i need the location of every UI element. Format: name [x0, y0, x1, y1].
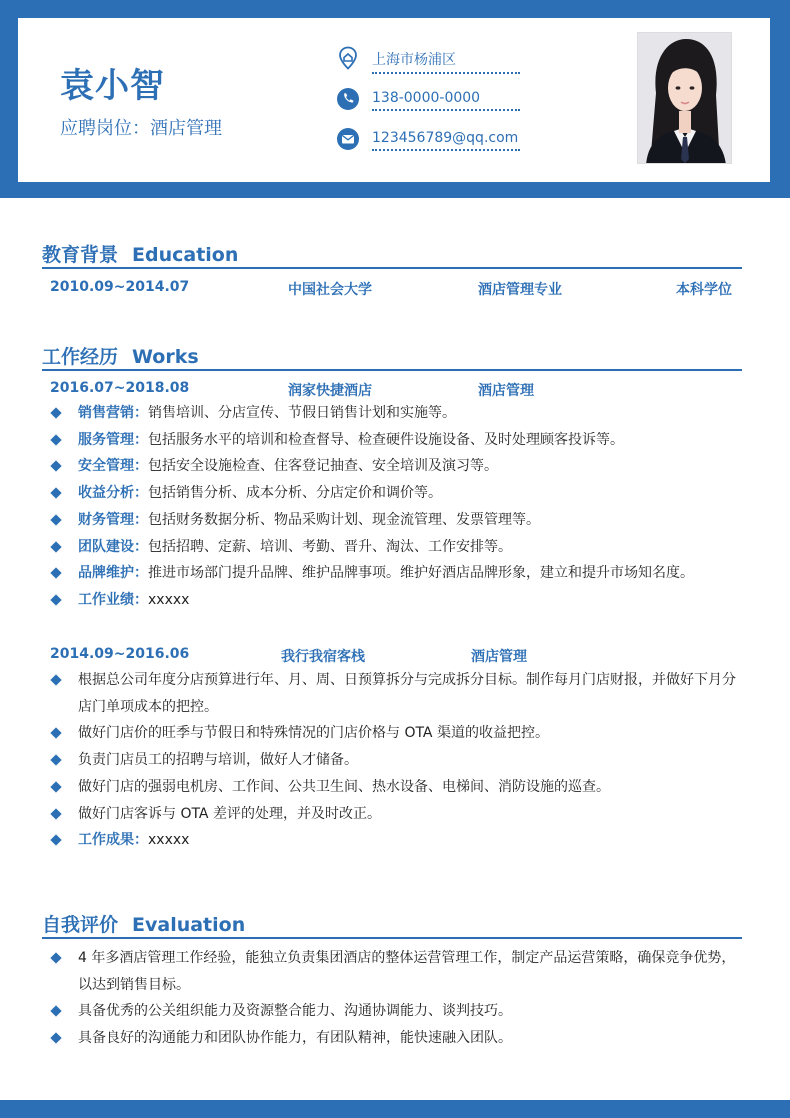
list-item: 服务管理：包括服务水平的培训和检查督导、检查硬件设施设备、及时处理顾客投诉等。 [50, 427, 740, 454]
list-item: 工作业绩：xxxxx [50, 587, 740, 614]
list-item: 团队建设：包括招聘、定薪、培训、考勤、晋升、淘汰、工作安排等。 [50, 534, 740, 561]
education-title-cn: 教育背景 [42, 244, 119, 266]
evaluation-divider [42, 937, 742, 939]
education-divider [42, 267, 742, 269]
diamond-bullet-icon [50, 728, 61, 739]
diamond-bullet-icon [50, 952, 61, 963]
list-item: 做好门店客诉与 OTA 差评的处理，并及时改正。 [50, 801, 740, 828]
list-item: 财务管理：包括财务数据分析、物品采购计划、现金流管理、发票管理等。 [50, 507, 740, 534]
diamond-bullet-icon [50, 1032, 61, 1043]
location-pin-icon [336, 46, 360, 70]
works-title-en: Works [132, 346, 199, 368]
education-period: 2010.09~2014.07 [50, 279, 190, 295]
education-major: 酒店管理专业 [478, 282, 562, 298]
works-divider [42, 369, 742, 371]
job2-duties [50, 667, 740, 854]
email-text: 123456789@qq.com [372, 130, 520, 151]
evaluation-list [50, 945, 740, 1052]
diamond-bullet-icon [50, 434, 61, 445]
list-item: 4 年多酒店管理工作经验，能独立负责集团酒店的整体运营管理工作，制定产品运营策略，确保竞争优势，以达到销售目标。 [50, 945, 740, 998]
works-title-cn: 工作经历 [42, 346, 119, 368]
email-icon [336, 127, 360, 151]
contact-phone [336, 87, 546, 113]
list-item: 做好门店价的旺季与节假日和特殊情况的门店价格与 OTA 渠道的收益把控。 [50, 720, 740, 747]
diamond-bullet-icon [50, 514, 61, 525]
phone-icon [336, 87, 360, 111]
diamond-bullet-icon [50, 674, 61, 685]
education-title-en: Education [132, 244, 239, 266]
job1-duties [50, 400, 740, 614]
list-item: 具备优秀的公关组织能力及资源整合能力、沟通协调能力、谈判技巧。 [50, 998, 740, 1025]
footer-band [0, 1100, 790, 1118]
job2-company: 我行我宿客栈 [281, 649, 365, 665]
address-text: 上海市杨浦区 [372, 49, 520, 74]
diamond-bullet-icon [50, 594, 61, 605]
evaluation-title-en: Evaluation [132, 914, 246, 936]
job1-company: 润家快捷酒店 [288, 383, 372, 399]
diamond-bullet-icon [50, 541, 61, 552]
phone-text: 138-0000-0000 [372, 90, 520, 111]
diamond-bullet-icon [50, 461, 61, 472]
job2-role: 酒店管理 [471, 649, 527, 665]
list-item: 做好门店的强弱电机房、工作间、公共卫生间、热水设备、电梯间、消防设施的巡查。 [50, 774, 740, 801]
list-item: 销售营销：销售培训、分店宣传、节假日销售计划和实施等。 [50, 400, 740, 427]
contact-email [336, 127, 546, 153]
header-card [18, 18, 770, 182]
diamond-bullet-icon [50, 1006, 61, 1017]
job1-role: 酒店管理 [478, 383, 534, 399]
list-item: 根据总公司年度分店预算进行年、月、周、日预算拆分与完成拆分目标。制作每月门店财报，并做好下月分店门单项成本的把控。 [50, 667, 740, 720]
list-item: 工作成果：xxxxx [50, 827, 740, 854]
applied-position: 应聘岗位：酒店管理 [60, 118, 222, 139]
candidate-name: 袁小智 [60, 66, 165, 106]
education-school: 中国社会大学 [288, 282, 372, 298]
job1-period: 2016.07~2018.08 [50, 380, 190, 396]
job2-period: 2014.09~2016.06 [50, 646, 190, 662]
list-item: 安全管理：包括安全设施检查、住客登记抽查、安全培训及演习等。 [50, 453, 740, 480]
evaluation-title [42, 910, 245, 937]
education-title [42, 240, 238, 267]
list-item: 具备良好的沟通能力和团队协作能力，有团队精神，能快速融入团队。 [50, 1025, 740, 1052]
diamond-bullet-icon [50, 754, 61, 765]
list-item: 负责门店员工的招聘与培训，做好人才储备。 [50, 747, 740, 774]
list-item: 品牌维护：推进市场部门提升品牌、维护品牌事项。维护好酒店品牌形象，建立和提升市场知名度。 [50, 560, 740, 587]
diamond-bullet-icon [50, 487, 61, 498]
evaluation-title-cn: 自我评价 [42, 914, 119, 936]
contact-address [336, 46, 546, 72]
diamond-bullet-icon [50, 781, 61, 792]
list-item: 收益分析：包括销售分析、成本分析、分店定价和调价等。 [50, 480, 740, 507]
education-degree: 本科学位 [676, 282, 732, 298]
profile-photo [637, 32, 732, 164]
diamond-bullet-icon [50, 808, 61, 819]
diamond-bullet-icon [50, 407, 61, 418]
works-title [42, 342, 199, 369]
diamond-bullet-icon [50, 835, 61, 846]
diamond-bullet-icon [50, 568, 61, 579]
